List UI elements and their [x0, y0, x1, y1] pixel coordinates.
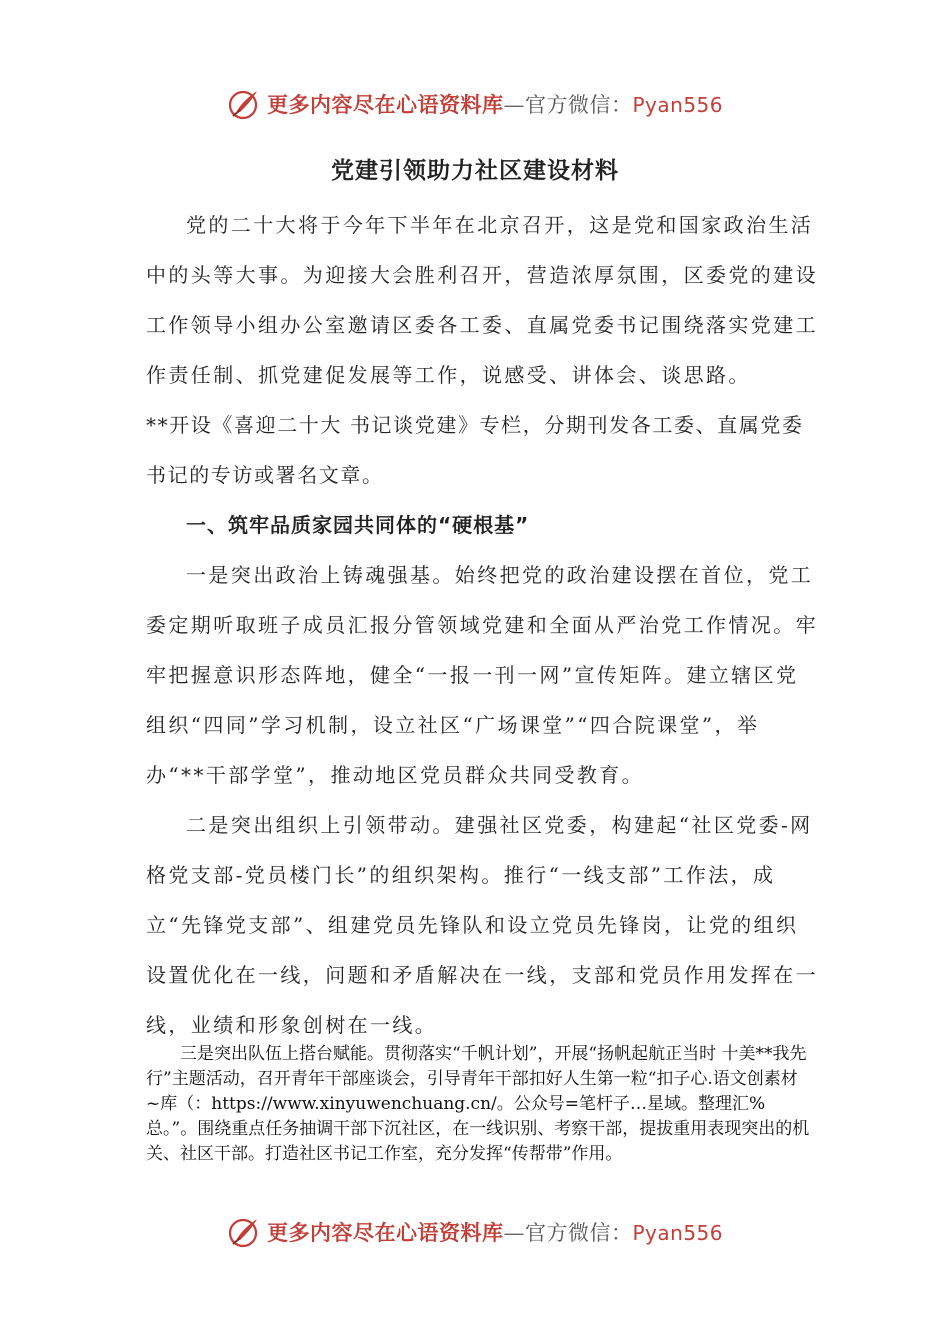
paragraph-intro: 党的二十大将于今年下半年在北京召开，这是党和国家政治生活中的头等大事。为迎接大会胜利召开，营造浓厚氛围，区委党的建设工作领导小组办公室邀请区委各工委、直属党委书记围绕落实党建工作责任制、抓党建促发展等工作，说感受、讲体会、谈思路。 — [146, 213, 818, 387]
footer-banner-right: 官方微信： — [524, 1221, 633, 1245]
paragraph-intro-continued: **开设《喜迎二十大 书记谈党建》专栏，分期刊发各工委、直属党委书记的专访或署名文章。 — [146, 413, 804, 487]
header-banner-left: 更多内容尽在心语资料库 — [266, 92, 504, 117]
header-banner — [0, 84, 950, 124]
paragraph-organization: 二是突出组织上引领带动。建强社区党委，构建起“社区党委-网格党支部-党员楼门长”的组织架构。推行“一线支部”工作法，成立“先锋党支部”、组建党员先锋队和设立党员先锋岗，让党的组织设置优化在一线，问题和矛盾解决在一线，支部和党员作用发挥在一线，业绩和形象创树在一线。 — [146, 813, 818, 1037]
paragraph-political: 一是突出政治上铸魂强基。始终把党的政治建设摆在首位，党工委定期听取班子成员汇报分管领域党建和全面从严治党工作情况。牢牢把握意识形态阵地，健全“一报一刊一网”宣传矩阵。建立辖区党组织“四同”学习机制，设立社区“广场课堂”“四合院课堂”，举办“**干部学堂”，推动地区党员群众共同受教育。 — [146, 563, 818, 787]
section-heading: 一、筑牢品质家园共同体的“硬根基” — [186, 513, 530, 537]
paragraph-team: 三是突出队伍上搭台赋能。贯彻落实“千帆计划”，开展“扬帆起航正当时 十美**我先行”主题活动，召开青年干部座谈会，引导青年干部扣好人生第一粒“扣子心.语文创素材~库（：https://www.xinyuwenchuang.cn/。公众号=笔杆子…星域。整理汇%总。”。围绕重点任务抽调干部下沉社区，在一线识别、考察干部，提拔重用表现突出的机关、社区干部。打造社区书记工作室，充分发挥“传帮带”作用。 — [146, 1044, 810, 1164]
footer-banner-left: 更多内容尽在心语资料库 — [266, 1220, 504, 1245]
footer-banner-text — [267, 1217, 723, 1247]
header-banner-right: 官方微信： — [524, 93, 633, 117]
quill-logo-icon — [227, 1214, 263, 1250]
header-banner-dash: — — [503, 93, 525, 117]
footer-banner-dash: — — [503, 1221, 525, 1245]
document-body — [146, 200, 818, 1050]
document-title: 党建引领助力社区建设材料 — [331, 158, 619, 184]
header-wechat-id: Pyan556 — [632, 93, 723, 117]
header-banner-text — [267, 89, 723, 119]
footer-banner — [0, 1212, 950, 1252]
document-body-small — [146, 1042, 812, 1167]
footer-wechat-id: Pyan556 — [632, 1221, 723, 1245]
quill-logo-icon — [227, 86, 263, 122]
